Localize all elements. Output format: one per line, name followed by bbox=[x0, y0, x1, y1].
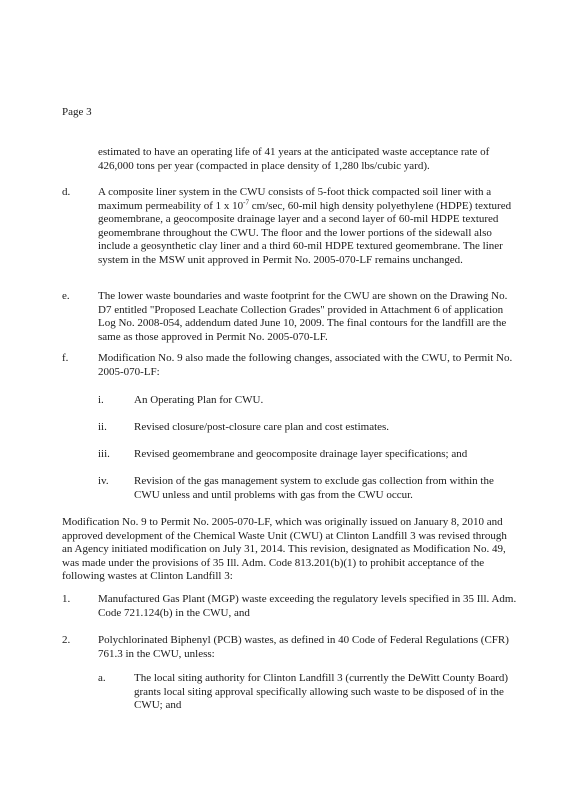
subitem-iii-numeral: iii. bbox=[98, 448, 110, 460]
sub-item-a-letter: a. bbox=[98, 672, 106, 684]
subitem-iv-text: Revision of the gas management system to exclude gas collection from within the CWU unless and until problems with gas from the CWU occur. bbox=[134, 475, 494, 501]
numbered-item-2-text: Polychlorinated Biphenyl (PCB) wastes, as defined in 40 Code of Federal Regulations (CFR) 761.3 in the CWU, unless: bbox=[98, 634, 509, 660]
subitem-iii-text: Revised geomembrane and geocomposite drainage layer specifications; and bbox=[134, 448, 468, 460]
numbered-item-1-text: Manufactured Gas Plant (MGP) waste exceeding the regulatory levels specified in 35 Ill. Adm. Code 721.124(b) in the CWU, and bbox=[98, 593, 517, 619]
modification-paragraph: Modification No. 9 to Permit No. 2005-070-LF, which was originally issued on January 8, 2010 and approved development of the Chemical Waste Unit (CWU) at Clinton Landfill 3 was revised through an Agency initiated modification on July 31, 2014. This revision, designated as Modification No. 49, was made under the provisions of 35 Ill. Adm. Code 813.201(b)(1) to prohibit acceptance of the following wastes at Clinton Landfill 3: bbox=[62, 516, 507, 583]
item-f-text: Modification No. 9 also made the following changes, associated with the CWU, to Permit No. 2005-070-LF: bbox=[98, 352, 513, 378]
subitem-i-numeral: i. bbox=[98, 394, 104, 406]
sub-item-a-text: The local siting authority for Clinton Landfill 3 (currently the DeWitt County Board) grants local siting approval specifically allowing such waste to be disposed of in the CWU; and bbox=[134, 672, 509, 712]
item-e-letter: e. bbox=[62, 290, 70, 302]
numbered-item-1-number: 1. bbox=[62, 593, 71, 605]
item-e-text: The lower waste boundaries and waste footprint for the CWU are shown on the Drawing No. D7 entitled "Proposed Leachate Collection Grades" provided in Attachment 6 of application Log No. 2008-054, addendum dated June 10, 2009. The final contours for the landfill are the same as those approved in Permit No. 2005-070-LF. bbox=[98, 290, 508, 343]
page-number: Page 3 bbox=[62, 106, 92, 118]
continuation-paragraph: estimated to have an operating life of 41 years at the anticipated waste acceptance rate of 426,000 tons per year (compacted in place density of 1,280 lbs/cubic yard). bbox=[98, 146, 490, 172]
item-d-letter: d. bbox=[62, 186, 71, 198]
numbered-item-2-number: 2. bbox=[62, 634, 71, 646]
subitem-iv-numeral: iv. bbox=[98, 475, 109, 487]
exponent: -7 bbox=[243, 197, 249, 206]
item-f-letter: f. bbox=[62, 352, 69, 364]
item-d-text: A composite liner system in the CWU consists of 5-foot thick compacted soil liner with a maximum permeability of 1 x $10^{-7}$ cm/sec, 60-mil high density polyethylene (HDPE) textured geomembrane, a geocomposite drainage layer and a second layer of 60-mil HDPE textured geomembrane throughout the CWU. The floor and the lower portions of the sidewall also include a geosynthetic clay liner and a third 60-mil HDPE textured geomembrane. The liner system in the MSW unit approved in Permit No. 2005-070-LF remains unchanged. bbox=[98, 186, 512, 266]
subitem-ii-numeral: ii. bbox=[98, 421, 107, 433]
subitem-i-text: An Operating Plan for CWU. bbox=[134, 394, 264, 406]
subitem-ii-text: Revised closure/post-closure care plan and cost estimates. bbox=[134, 421, 390, 433]
